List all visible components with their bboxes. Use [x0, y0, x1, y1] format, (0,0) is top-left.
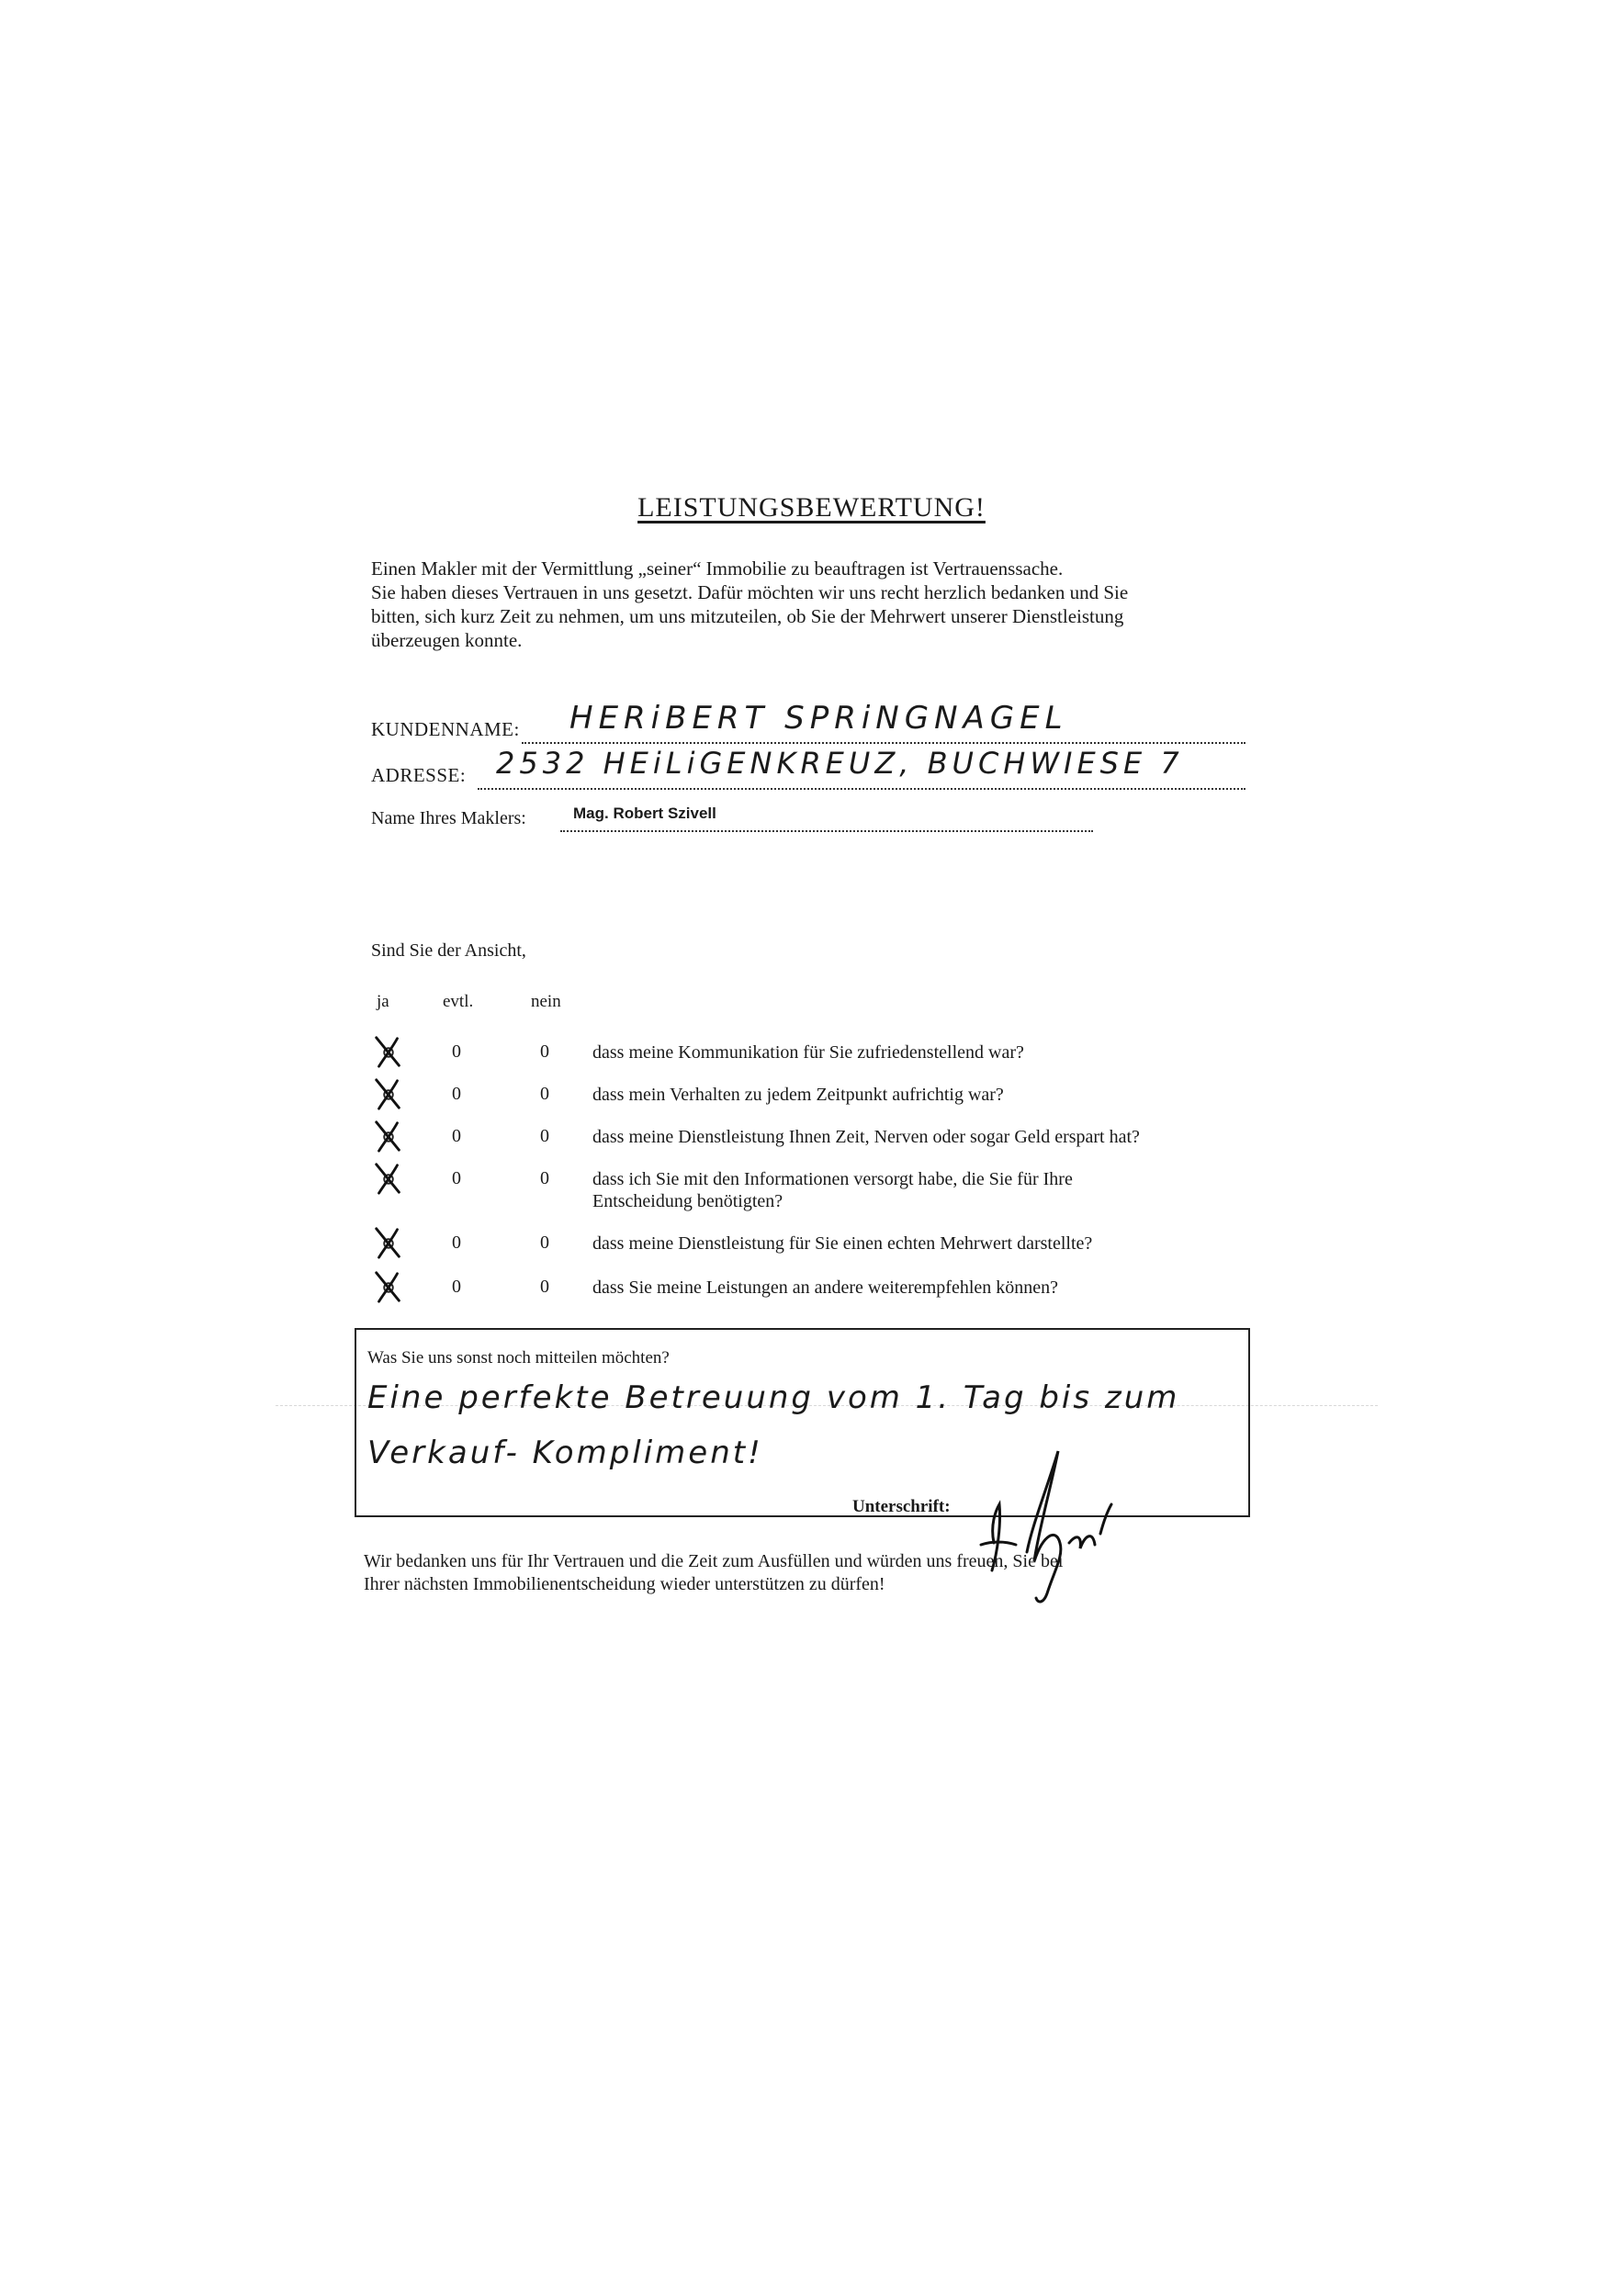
survey-row	[0, 1034, 1623, 1075]
intro-line: Sie haben dieses Vertrauen in uns gesetzt. Dafür möchten wir uns recht herzlich bedanken und Sie	[371, 581, 1129, 603]
ja-checkbox-crossed[interactable]	[371, 1034, 406, 1069]
comment-box-label: Was Sie uns sonst noch mitteilen möchten?	[367, 1348, 670, 1367]
question-text: dass Sie meine Leistungen an andere weiterempfehlen können?	[592, 1277, 1059, 1298]
adresse-label: ADRESSE:	[371, 764, 467, 786]
ja-checkbox-crossed[interactable]	[371, 1161, 406, 1196]
makler-label: Name Ihres Maklers:	[371, 808, 526, 828]
nein-option[interactable]: 0	[540, 1232, 549, 1253]
kundenname-dotted-line	[522, 742, 1245, 744]
nein-option[interactable]: 0	[540, 1126, 549, 1146]
nein-option[interactable]: 0	[540, 1041, 549, 1062]
adresse-field[interactable]: 2532 HEiLiGENKREUZ, BUCHWIESE 7	[496, 746, 1184, 781]
evtl-option[interactable]: 0	[452, 1041, 461, 1062]
column-header-evtl: evtl.	[443, 992, 474, 1011]
signature-label: Unterschrift:	[852, 1497, 951, 1516]
intro-line: bitten, sich kurz Zeit zu nehmen, um uns mitzuteilen, ob Sie der Mehrwert unserer Dienstleistung	[371, 605, 1124, 627]
question-text: dass meine Kommunikation für Sie zufriedenstellend war?	[592, 1042, 1024, 1063]
evtl-option[interactable]: 0	[452, 1126, 461, 1146]
page-title: LEISTUNGSBEWERTUNG!	[637, 492, 986, 523]
ja-checkbox-crossed[interactable]	[371, 1269, 406, 1304]
intro-line: Einen Makler mit der Vermittlung „seiner“ Immobilie zu beauftragen ist Vertrauenssache.	[371, 557, 1064, 580]
ja-checkbox-crossed[interactable]	[371, 1076, 406, 1111]
ja-checkbox-crossed[interactable]	[371, 1119, 406, 1154]
kundenname-field[interactable]: HERiBERT SPRiNGNAGEL	[569, 700, 1068, 737]
question-text: dass meine Dienstleistung Ihnen Zeit, Nerven oder sogar Geld erspart hat?	[592, 1127, 1140, 1147]
makler-dotted-line	[560, 830, 1093, 832]
evtl-option[interactable]: 0	[452, 1232, 461, 1253]
comment-line-1[interactable]: Eine perfekte Betreuung vom 1. Tag bis zum	[367, 1379, 1180, 1416]
makler-field[interactable]: Mag. Robert Szivell	[573, 805, 716, 822]
comment-line-2[interactable]: Verkauf- Kompliment!	[367, 1435, 763, 1471]
footer-line: Ihrer nächsten Immobilienentscheidung wieder unterstützen zu dürfen!	[364, 1574, 885, 1594]
ja-checkbox-crossed[interactable]	[371, 1225, 406, 1260]
column-header-ja: ja	[377, 992, 389, 1011]
adresse-dotted-line	[478, 788, 1245, 790]
evtl-option[interactable]: 0	[452, 1168, 461, 1188]
nein-option[interactable]: 0	[540, 1168, 549, 1188]
column-header-nein: nein	[531, 992, 561, 1011]
evtl-option[interactable]: 0	[452, 1084, 461, 1104]
nein-option[interactable]: 0	[540, 1277, 549, 1297]
question-text: dass meine Dienstleistung für Sie einen echten Mehrwert darstellte?	[592, 1233, 1093, 1254]
nein-option[interactable]: 0	[540, 1084, 549, 1104]
survey-row	[0, 1225, 1623, 1266]
survey-row	[0, 1161, 1623, 1220]
kundenname-label: KUNDENNAME:	[371, 718, 520, 740]
question-text: dass mein Verhalten zu jedem Zeitpunkt aufrichtig war?	[592, 1085, 1004, 1105]
survey-question-intro: Sind Sie der Ansicht,	[371, 940, 526, 961]
evtl-option[interactable]: 0	[452, 1277, 461, 1297]
survey-row	[0, 1269, 1623, 1310]
footer-text	[364, 1550, 1245, 1596]
footer-line: Wir bedanken uns für Ihr Vertrauen und die Zeit zum Ausfüllen und würden uns freuen, Sie bei	[364, 1551, 1064, 1571]
intro-line: überzeugen konnte.	[371, 629, 523, 651]
survey-row	[0, 1076, 1623, 1117]
intro-text	[371, 557, 1253, 652]
question-text: dass ich Sie mit den Informationen versorgt habe, die Sie für Ihre Entscheidung benötigten?	[592, 1169, 1073, 1211]
survey-row	[0, 1119, 1623, 1159]
